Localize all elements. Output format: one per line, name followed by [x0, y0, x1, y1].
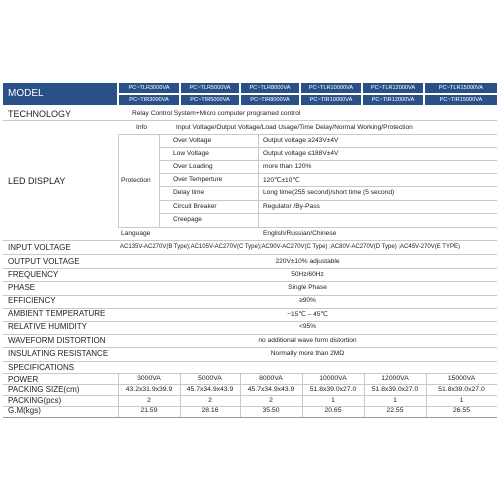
spec-table-cell: 2: [269, 397, 273, 404]
protection-item-value: Output voltage ≤188V±4V: [263, 150, 339, 157]
divider: [159, 213, 497, 214]
model-tir-cell: PC~TIR15000VA: [425, 95, 497, 105]
model-tlr-cell: PC~TLR5000VA: [181, 83, 239, 93]
divider: [159, 186, 497, 187]
spec-table-cell: 45.7x34.9x43.9: [247, 386, 295, 393]
model-tlr-cell: PC~TLR10000VA: [301, 83, 361, 93]
divider: [3, 295, 497, 296]
info-label: Info: [136, 124, 147, 131]
divider: [3, 254, 497, 255]
divider: [159, 200, 497, 201]
spec-value: ≥90%: [299, 297, 316, 304]
protection-label: Protection: [121, 177, 151, 184]
divider: [159, 173, 497, 174]
spec-label: OUTPUT VOLTAGE: [8, 257, 80, 266]
divider: [180, 373, 181, 417]
divider: [118, 373, 119, 417]
spec-table-cell: 20.65: [324, 407, 342, 414]
divider: [3, 281, 497, 282]
spec-table-cell: 51.8x39.0x27.0: [371, 386, 419, 393]
info-value: Input Voltage/Output Voltage/Load Usage/Time Delay/Normal Working/Protection: [176, 124, 413, 131]
divider: [118, 227, 497, 228]
spec-table-cell: 51.8x39.0x27.0: [309, 386, 357, 393]
spec-table-cell: 10000VA: [319, 375, 347, 382]
spec-label: EFFICIENCY: [8, 296, 56, 305]
divider: [159, 160, 497, 161]
spec-table-cell: 35.50: [262, 407, 280, 414]
technology-value: Relay Control System+Micro computer programed control: [132, 110, 301, 117]
model-header: [3, 83, 117, 105]
model-tir-cell: PC~TIR5000VA: [181, 95, 239, 105]
model-tir-cell: PC~TIR8000VA: [241, 95, 299, 105]
protection-item-name: Over Loading: [173, 163, 213, 170]
protection-item-name: Delay time: [173, 189, 205, 196]
divider: [118, 134, 497, 135]
protection-item-value: Regulator /By-Pass: [263, 203, 320, 210]
spec-table-cell: 21.59: [140, 407, 158, 414]
language-label: Language: [121, 230, 151, 237]
spec-value: 50Hz/60Hz: [291, 271, 324, 278]
spec-table-cell: 1: [393, 397, 397, 404]
divider: [426, 373, 427, 417]
model-label: MODEL: [8, 88, 44, 99]
protection-item-name: Low Voltage: [173, 150, 209, 157]
specifications-label: SPECIFICATIONS: [8, 363, 75, 372]
spec-value: 220V±10% adjustable: [275, 258, 340, 265]
protection-item-value: more than 120%: [263, 163, 312, 170]
spec-label: INPUT VOLTAGE: [8, 243, 71, 252]
protection-item-value: Long time(255 second)/short time (5 second): [263, 189, 395, 196]
divider: [3, 361, 497, 362]
divider: [3, 120, 497, 121]
spec-table-cell: 43.2x31.9x39.9: [125, 386, 173, 393]
model-tlr-cell: PC~TLR15000VA: [425, 83, 497, 93]
spec-value: −15℃ – 45℃: [287, 311, 328, 318]
spec-table-cell: 26.55: [452, 407, 470, 414]
protection-item-value: Output voltage ≥243V±4V: [263, 137, 339, 144]
technology-label: TECHNOLOGY: [8, 109, 72, 119]
divider: [240, 373, 241, 417]
spec-table-label: PACKING(pcs): [8, 396, 62, 405]
model-tlr-cell: PC~TLR3000VA: [119, 83, 179, 93]
protection-item-value: 120℃±10℃: [263, 177, 300, 184]
spec-label: RELATIVE HUMIDITY: [8, 322, 87, 331]
led-display-label: LED DISPLAY: [8, 176, 66, 186]
spec-label: PHASE: [8, 283, 36, 292]
divider: [159, 147, 497, 148]
spec-table-cell: 1: [459, 397, 464, 404]
divider: [3, 417, 497, 418]
spec-table-cell: 45.7x34.9x43.9: [186, 386, 234, 393]
protection-item-name: Creepage: [173, 216, 202, 223]
spec-table-cell: 2: [147, 397, 151, 404]
spec-value: Single Phase: [288, 284, 327, 291]
protection-item-name: Circuit Breaker: [173, 203, 217, 210]
model-tlr-cell: PC~TLR8000VA: [241, 83, 299, 93]
spec-table-label: G.M(kgs): [8, 406, 41, 415]
model-tir-cell: PC~TIR3000VA: [119, 95, 179, 105]
spec-table-cell: 1: [331, 397, 335, 404]
spec-table-cell: 12000VA: [381, 375, 409, 382]
divider: [3, 347, 497, 348]
spec-table-cell: 2: [208, 397, 212, 404]
model-tlr-cell: PC~TLR12000VA: [363, 83, 423, 93]
spec-label: AMBIENT TEMPERATURE: [8, 309, 106, 318]
language-value: English/Russian/Chinese: [263, 230, 337, 237]
divider: [3, 395, 497, 396]
divider: [302, 373, 303, 417]
divider: [364, 373, 365, 417]
divider: [3, 240, 497, 241]
spec-value: <95%: [298, 323, 317, 330]
model-tir-cell: PC~TIR10000VA: [301, 95, 361, 105]
divider: [3, 268, 497, 269]
spec-label: WAVEFORM DISTORTION: [8, 336, 106, 345]
spec-table-label: PACKING SIZE(cm): [8, 385, 80, 394]
spec-table-cell: 51.8x39.0x27.0: [438, 386, 485, 393]
divider: [3, 334, 497, 335]
model-tir-cell: PC~TIR12000VA: [363, 95, 423, 105]
spec-value: AC135V-AC270V(B Type);AC105V-AC270V(C Type);AC90V-AC270V(C Type) ;AC80V-AC270V(D Type) ;AC45V-270V(E TYPE): [120, 244, 460, 250]
spec-value: Normally more than 2MΩ: [270, 350, 345, 357]
spec-label: FREQUENCY: [8, 270, 59, 279]
spec-table-cell: 28.16: [201, 407, 219, 414]
spec-value: no additional wave form distortion: [258, 337, 357, 344]
protection-item-name: Over Voltage: [173, 137, 212, 144]
spec-label: INSULATING RESISTANCE: [8, 349, 109, 358]
spec-table-cell: 15000VA: [447, 375, 476, 382]
spec-table-cell: 22.55: [386, 407, 404, 414]
spec-table-cell: 3000VA: [137, 375, 161, 382]
divider: [118, 134, 119, 227]
spec-table-cell: 5000VA: [198, 375, 222, 382]
divider: [3, 373, 497, 374]
spec-table-cell: 8000VA: [259, 375, 283, 382]
spec-table-label: POWER: [8, 375, 39, 384]
protection-item-name: Over Temperture: [173, 176, 223, 183]
